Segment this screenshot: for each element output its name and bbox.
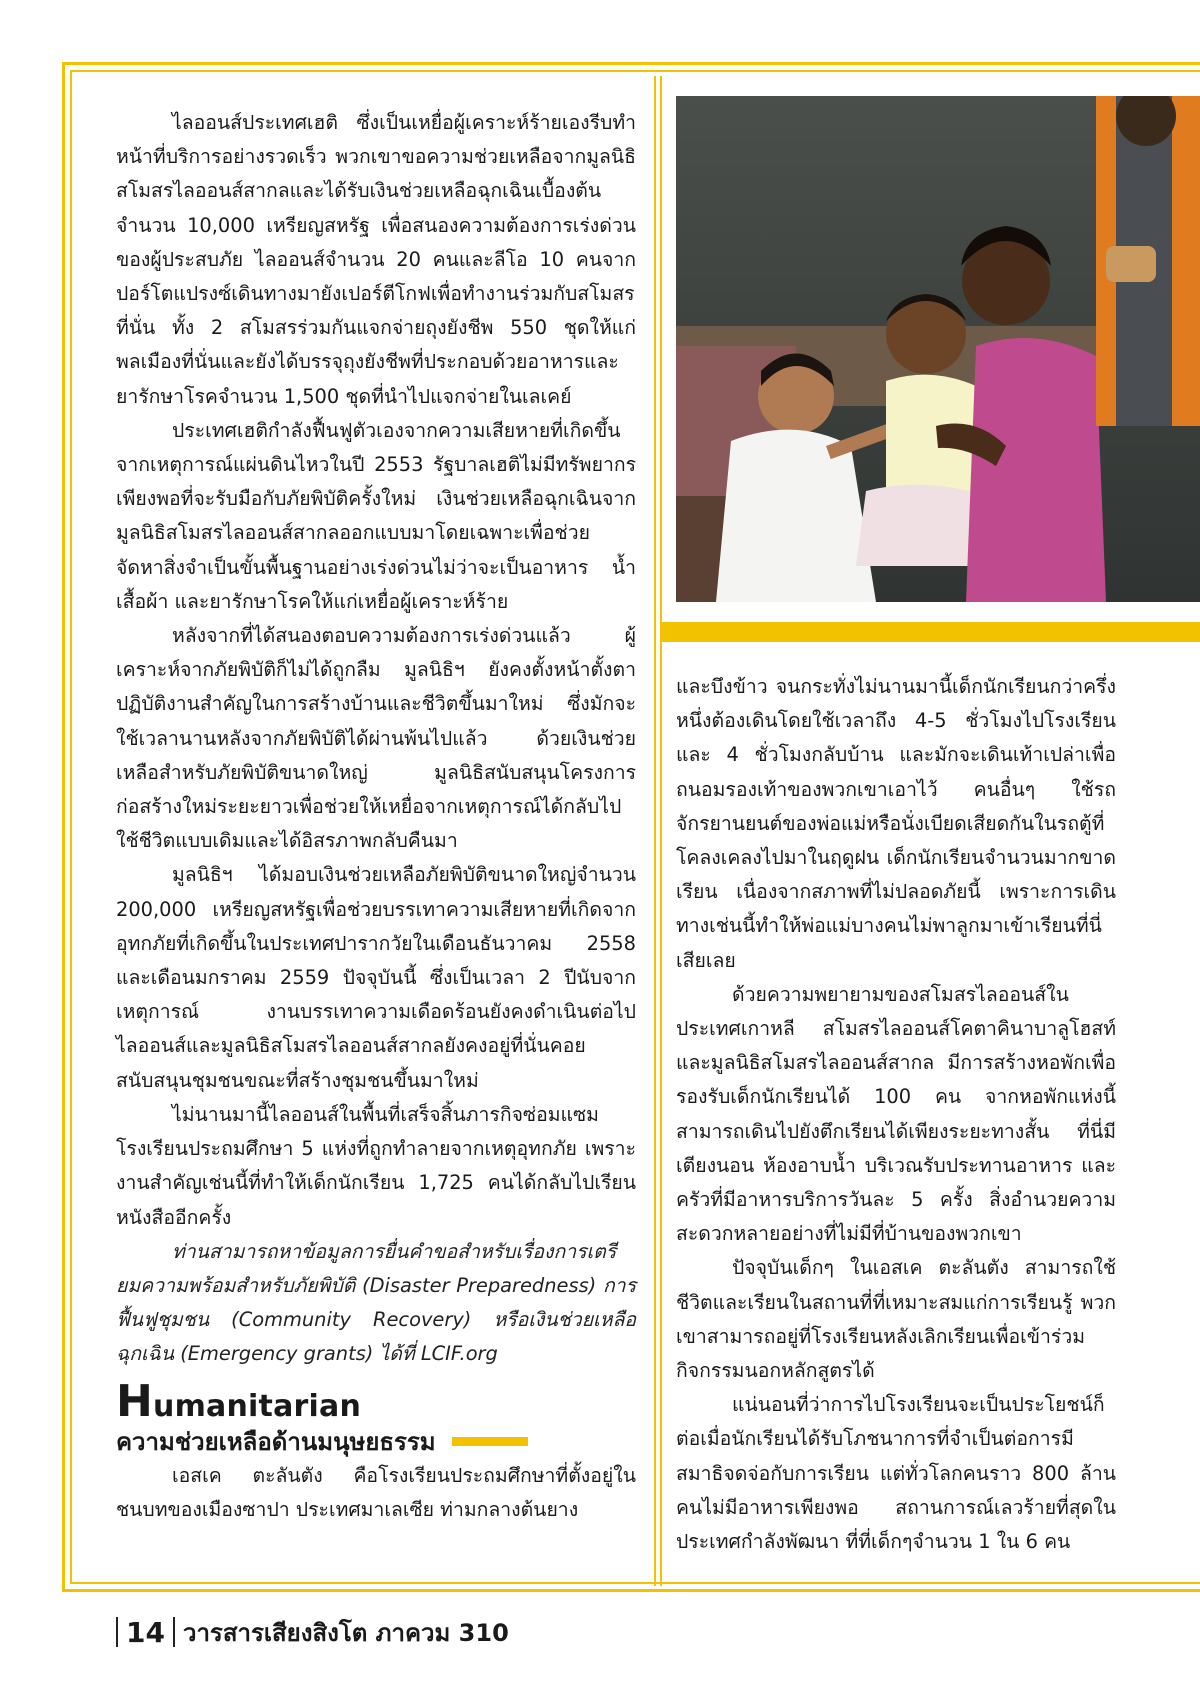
body-paragraph: ไม่นานมานี้ไลออนส์ในพื้นที่เสร็จสิ้นภารกิจซ่อมแซมโรงเรียนประถมศึกษา 5 แห่งที่ถูกทำลายจากเหตุอุทกภัย เพราะงานสำคัญเช่นนี้ที่ทำให้เด็กนักเรียน 1,725 คนได้กลับไปเรียนหนังสืออีกครั้ง [116, 1102, 636, 1229]
footer-divider [173, 1617, 175, 1647]
section-heading [116, 1375, 636, 1459]
subtitle-accent-bar [452, 1437, 528, 1446]
article-photo [676, 96, 1200, 602]
section-paragraph: เอสเค ตะลันตัง คือโรงเรียนประถมศึกษาที่ตั้งอยู่ในชนบทของเมืองซาปา ประเทศมาเลเซีย ท่ามกลางต้นยาง [116, 1463, 636, 1521]
section-title-rest: umanitarian [153, 1388, 361, 1424]
right-column [676, 670, 1116, 1559]
column-divider-inner [660, 76, 662, 1586]
body-paragraph: ปัจจุบันเด็กๆ ในเอสเค ตะลันตัง สามารถใช้ชีวิตและเรียนในสถานที่ที่เหมาะสมแก่การเรียนรู้ พวกเขาสามารถอยู่ที่โรงเรียนหลังเลิกเรียนเพื่อเข้าร่วมกิจกรรมนอกหลักสูตรได้ [676, 1256, 1116, 1383]
body-paragraph: แน่นอนที่ว่าการไปโรงเรียนจะเป็นประโยชน์ก็ต่อเมื่อนักเรียนได้รับโภชนาการที่จำเป็นต่อการมีสมาธิจดจ่อกับการเรียน แต่ทั่วโลกคนราว 800 ล้านคนไม่มีอาหารเพียงพอ สถานการณ์เลวร้ายที่สุดในประเทศกำลังพัฒนา ที่ที่เด็กๆจำนวน 1 ใน 6 คน [676, 1393, 1116, 1554]
photo-accent-band [660, 622, 1200, 642]
body-paragraph: และบึงข้าว จนกระทั่งไม่นานมานี้เด็กนักเรียนกว่าครึ่งหนึ่งต้องเดินโดยใช้เวลาถึง 4-5 ชั่วโมงไปโรงเรียนและ 4 ชั่วโมงกลับบ้าน และมักจะเดินเท้าเปล่าเพื่อถนอมรองเท้าของพวกเขาเอาไว้ คนอื่นๆ ใช้รถจักรยานยนต์ของพ่อแม่หรือนั่งเบียดเสียดกันในรถตู้ที่โคลงเคลงไปมาในฤดูฝน เด็กนักเรียนจำนวนมากขาดเรียน เนื่องจากสภาพที่ไม่ปลอดภัยนี้ เพราะการเดินทางเช่นนี้ทำให้พ่อแม่บางคนไม่พาลูกมาเข้าเรียนที่นี่เสียเลย [676, 675, 1116, 972]
page-footer [108, 1612, 509, 1652]
footer-divider [116, 1617, 118, 1647]
lcif-note: ท่านสามารถหาข้อมูลการยื่นคำขอสำหรับเรื่องการเตรียมความพร้อมสำหรับภัยพิบัติ (Disaster Preparedness) การฟื้นฟูชุมชน (Community Recovery) หรือเงินช่วยเหลือฉุกเฉิน (Emergency grants) ได้ที่ LCIF.org [116, 1239, 636, 1366]
column-divider [654, 76, 656, 1586]
section-subtitle: ความช่วยเหลือด้านมนุษยธรรม [116, 1427, 436, 1456]
photo-nurse-vaccinating-child-icon [676, 96, 1200, 602]
publication-title: วารสารเสียงสิงโต ภาควม 310 [182, 1618, 509, 1647]
body-paragraph: หลังจากที่ได้สนองตอบความต้องการเร่งด่วนแล้ว ผู้เคราะห์จากภัยพิบัติก็ไม่ได้ถูกลืม มูลนิธิฯ ยังคงตั้งหน้าตั้งตาปฏิบัติงานสำคัญในการสร้างบ้านและชีวิตขึ้นมาใหม่ ซึ่งมักจะใช้เวลานานหลังจากภัยพิบัติได้ผ่านพ้นไปแล้ว ด้วยเงินช่วยเหลือสำหรับภัยพิบัติขนาดใหญ่ มูลนิธิสนับสนุนโครงการก่อสร้างใหม่ระยะยาวเพื่อช่วยให้เหยื่อจากเหตุการณ์ได้กลับไปใช้ชีวิตแบบเดิมและได้อิสรภาพกลับคืนมา [116, 624, 636, 853]
body-paragraph: มูลนิธิฯ ได้มอบเงินช่วยเหลือภัยพิบัติขนาดใหญ่จำนวน 200,000 เหรียญสหรัฐเพื่อช่วยบรรเทาความเสียหายที่เกิดจากอุทกภัยที่เกิดขึ้นในประเทศปารากวัยในเดือนธันวาคม 2558 และเดือนมกราคม 2559 ปัจจุบันนี้ ซึ่งเป็นเวลา 2 ปีนับจากเหตุการณ์ งานบรรเทาความเดือดร้อนยังคงดำเนินต่อไป ไลออนส์และมูลนิธิสโมสรไลออนส์สากลยังคงอยู่ที่นั่นคอยสนับสนุนชุมชนขณะที่สร้างชุมชนขึ้นมาใหม่ [116, 863, 636, 1092]
section-title [116, 1375, 636, 1427]
page-number: 14 [126, 1615, 165, 1649]
body-paragraph: ไลออนส์ประเทศเฮติ ซึ่งเป็นเหยื่อผู้เคราะห์ร้ายเองรีบทำหน้าที่บริการอย่างรวดเร็ว พวกเขาขอความช่วยเหลือจากมูลนิธิสโมสรไลออนส์สากลและได้รับเงินช่วยเหลือฉุกเฉินเบื้องต้นจำนวน 10,000 เหรียญสหรัฐ เพื่อสนองความต้องการเร่งด่วนของผู้ประสบภัย ไลออนส์จำนวน 20 คนและลีโอ 10 คนจากปอร์โตแปรงซ์เดินทางมายังเปอร์ตีโกฟเพื่อทำงานร่วมกับสโมสรที่นั่น ทั้ง 2 สโมสรร่วมกันแจกจ่ายถุงยังชีพ 550 ชุดให้แก่พลเมืองที่นั่นและยังได้บรรจุถุงยังชีพที่ประกอบด้วยอาหารและยารักษาโรคจำนวน 1,500 ชุดที่นำไปแจกจ่ายในเลเคย์ [116, 111, 636, 408]
section-subtitle-row [116, 1425, 636, 1459]
body-paragraph: ด้วยความพยายามของสโมสรไลออนส์ในประเทศเกาหลี สโมสรไลออนส์โคตาคินาบาลูโฮสท์และมูลนิธิสโมสรไลออนส์สากล มีการสร้างหอพักเพื่อรองรับเด็กนักเรียนได้ 100 คน จากหอพักแห่งนี้สามารถเดินไปยังตึกเรียนได้เพียงระยะทางสั้น ที่นี่มีเตียงนอน ห้องอาบน้ำ บริเวณรับประทานอาหาร และครัวที่มีอาหารบริการวันละ 5 ครั้ง สิ่งอำนวยความสะดวกหลายอย่างที่ไม่มีที่บ้านของพวกเขา [676, 982, 1116, 1246]
section-title-cap: H [116, 1375, 154, 1427]
left-column [116, 106, 636, 1527]
body-paragraph: ประเทศเฮติกำลังฟื้นฟูตัวเองจากความเสียหายที่เกิดขึ้นจากเหตุการณ์แผ่นดินไหวในปี 2553 รัฐบาลเฮติไม่มีทรัพยากรเพียงพอที่จะรับมือกับภัยพิบัติครั้งใหม่ เงินช่วยเหลือฉุกเฉินจากมูลนิธิสโมสรไลออนส์สากลออกแบบมาโดยเฉพาะเพื่อช่วยจัดหาสิ่งจำเป็นขั้นพื้นฐานอย่างเร่งด่วนไม่ว่าจะเป็นอาหาร น้ำ เสื้อผ้า และยารักษาโรคให้แก่เหยื่อผู้เคราะห์ร้าย [116, 418, 636, 613]
